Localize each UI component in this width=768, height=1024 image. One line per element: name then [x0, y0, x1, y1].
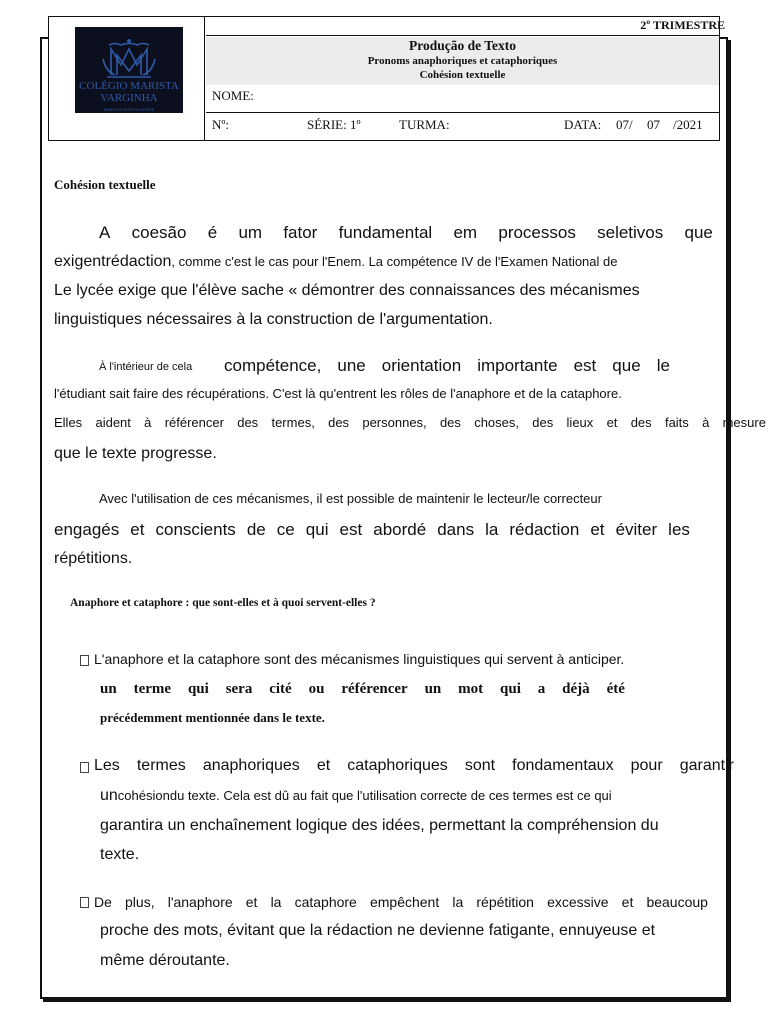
word: cataphore [294, 894, 357, 910]
word: seletivos [597, 223, 664, 242]
paragraph-1-line-3: Le lycée exige que l'élève sache « démontrer des connaissances des mécanismes [54, 282, 640, 299]
word: répétition [476, 894, 534, 910]
word: beaucoup [646, 894, 708, 910]
word: lieux [566, 415, 594, 430]
paragraph-2-line-2: l'étudiant sait faire des récupérations. C'est là qu'entrent les rôles de l'anaphore et de la cataphore. [54, 386, 622, 401]
date-year: /2021 [673, 117, 703, 132]
word: le [656, 356, 670, 375]
bullet-box-icon [80, 655, 89, 666]
bullet-3-line-1 [94, 894, 708, 910]
bullet-3-line-3: même déroutante. [100, 952, 230, 969]
bullet-1-line-3: précédemment mentionnée dans le texte. [100, 710, 325, 725]
paragraph-2-line-3 [54, 415, 766, 430]
paragraph-2-line-4: que le texte progresse. [54, 445, 217, 462]
paragraph-1-line-1 [99, 223, 713, 243]
bullet-1-line-2 [100, 681, 625, 698]
paragraph-2-line-1b [224, 356, 670, 376]
document-subtitle-2: Cohésion textuelle [419, 69, 506, 81]
word: coesão [131, 223, 187, 242]
word: et [621, 894, 634, 910]
word: empêchent [369, 894, 440, 910]
word: qui [500, 681, 521, 697]
bullet-2-line-4: texte. [100, 846, 140, 863]
word: est [573, 356, 597, 375]
word: faits [664, 415, 689, 430]
word: une [337, 356, 366, 375]
word: ou [308, 681, 325, 697]
word: compétence, [224, 356, 322, 375]
word: sont [464, 757, 496, 774]
section-title: Cohésion textuelle [54, 177, 156, 192]
number-label: Nº: [212, 117, 230, 132]
word: pour [630, 757, 663, 774]
date-month: 07 [647, 117, 660, 132]
word: référencer [341, 681, 408, 697]
trimester-label: 2º TRIMESTRE [640, 18, 725, 32]
logo-footer: MARISTA CENTRO-NORTE [103, 107, 155, 112]
class-label: TURMA: [399, 117, 450, 132]
word: les [668, 520, 690, 539]
school-logo [75, 27, 183, 113]
word: é [207, 223, 218, 242]
word: conscients [155, 520, 236, 539]
word: des [328, 415, 350, 430]
word: importante [477, 356, 558, 375]
bullet-1-line-1: L'anaphore et la cataphore sont des mécanismes linguistiques qui servent à anticiper. [94, 651, 625, 667]
word: la [452, 894, 464, 910]
word: A [99, 223, 111, 242]
word: ce [276, 520, 295, 539]
word: um [238, 223, 263, 242]
header-divider [206, 35, 719, 36]
bullet-box-icon [80, 897, 89, 908]
word: a [537, 681, 546, 697]
date-label: DATA: [564, 117, 602, 132]
series-label: SÉRIE: 1º [307, 117, 361, 132]
bullet-2-line-3: garantira un enchaînement logique des idées, permettant la compréhension du [100, 817, 659, 834]
word: des [439, 415, 461, 430]
word: un [424, 681, 442, 697]
paragraph-1-line-2b: , comme c'est le cas pour l'Enem. La compétence IV de l'Examen National de [171, 254, 618, 269]
word: que [612, 356, 641, 375]
marista-emblem-icon [95, 35, 163, 79]
word: et [590, 520, 605, 539]
paragraph-3-line-3: répétitions. [54, 550, 133, 567]
document-subtitle-1: Pronoms anaphoriques et cataphoriques [367, 55, 558, 67]
word: plus, [125, 894, 155, 910]
word: un [100, 681, 117, 697]
bullet-box-icon [80, 762, 89, 773]
document-header [48, 16, 725, 141]
word: orientation [381, 356, 462, 375]
word: garantir [679, 757, 734, 774]
word: processos [498, 223, 576, 242]
word: cité [269, 681, 292, 697]
word: à [144, 415, 152, 430]
word: qui [305, 520, 329, 539]
word: des [237, 415, 259, 430]
word: la [485, 520, 499, 539]
word: De [94, 894, 112, 910]
word: l'anaphore [167, 894, 233, 910]
word: et [245, 894, 258, 910]
word: termes [136, 757, 186, 774]
bullet-3-line-2: proche des mots, évitant que la rédaction ne devienne fatigante, ennuyeuse et [100, 922, 656, 939]
word: déjà [562, 681, 590, 697]
word: excessive [547, 894, 609, 910]
word: mot [458, 681, 484, 697]
word: référencer [164, 415, 224, 430]
word: personnes, [362, 415, 427, 430]
logo-cell [49, 17, 205, 140]
bullet-2-line-2 [100, 787, 612, 805]
bullet-2-line-2a: un [100, 787, 118, 804]
word: sera [225, 681, 253, 697]
word: et [130, 520, 145, 539]
bullet-2-line-2b: cohésion [117, 788, 170, 803]
paragraph-1-line-2a: exigentrédaction [54, 253, 172, 270]
word: engagés [54, 520, 120, 539]
word: été [606, 681, 625, 697]
word: fator [283, 223, 318, 242]
word: fondamentaux [512, 757, 614, 774]
date-day: 07/ [616, 117, 633, 132]
word: des [532, 415, 554, 430]
word: anaphoriques [202, 757, 300, 774]
word: abordé [373, 520, 427, 539]
subheading: Anaphore et cataphore : que sont-elles et à quoi servent-elles ? [70, 597, 376, 609]
name-row-divider [206, 112, 719, 113]
word: et [606, 415, 618, 430]
word: mesure [722, 415, 766, 430]
word: est [339, 520, 363, 539]
paragraph-1-line-2 [54, 253, 617, 271]
word: aident [95, 415, 131, 430]
title-band [206, 37, 719, 85]
word: cataphoriques [347, 757, 448, 774]
document-title: Produção de Texto [408, 38, 516, 53]
paragraph-1-line-4: linguistiques nécessaires à la construction de l'argumentation. [54, 311, 493, 328]
word: que [684, 223, 713, 242]
bullet-2-line-1 [94, 757, 734, 775]
word: éviter [615, 520, 658, 539]
word: terme [133, 681, 172, 697]
paragraph-2-line-1a: À l'intérieur de cela [99, 361, 193, 373]
word: à [702, 415, 710, 430]
word: dans [437, 520, 475, 539]
word: la [270, 894, 282, 910]
word: fundamental [338, 223, 433, 242]
word: de [246, 520, 266, 539]
logo-city-name: VARGINHA [100, 92, 158, 104]
word: Elles [54, 415, 83, 430]
word: rédaction [509, 520, 580, 539]
word: des [630, 415, 652, 430]
logo-school-name: COLÉGIO MARISTA [79, 80, 179, 92]
word: Les [94, 757, 120, 774]
paragraph-3-line-2 [54, 520, 690, 540]
word: choses, [474, 415, 520, 430]
word: termes, [271, 415, 315, 430]
bullet-2-line-2c: du texte. Cela est dû au fait que l'utilisation correcte de ces termes est ce qui [169, 788, 612, 803]
name-label: NOME: [212, 88, 254, 103]
word: et [316, 757, 331, 774]
paragraph-3-line-1: Avec l'utilisation de ces mécanismes, il est possible de maintenir le lecteur/le correcteur [99, 491, 602, 506]
word: em [453, 223, 478, 242]
word: qui [187, 681, 209, 697]
